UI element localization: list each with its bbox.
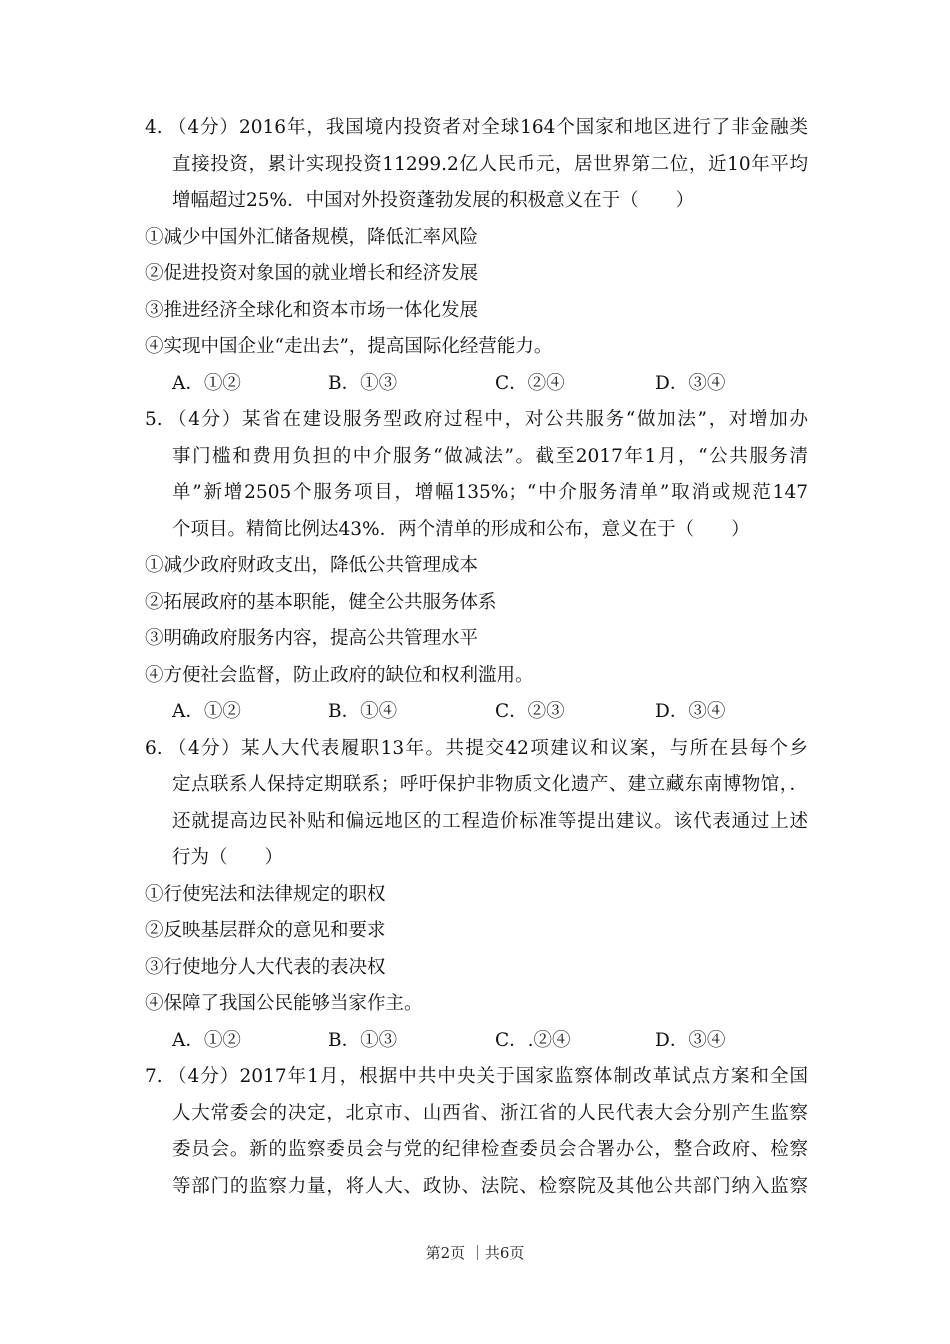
question-stem-line: （4分）某省在建设服务型政府过程中，对公共服务“做加法”，对增加办: [168, 409, 808, 430]
statement-item: ②拓展政府的基本职能，健全公共服务体系: [145, 591, 497, 613]
question-stem-line: 行为（ ）: [172, 847, 284, 868]
statement-item: ④保障了我国公民能够当家作主。: [145, 993, 423, 1014]
question-stem-line: （4分）2017年1月，根据中共中央关于国家监察体制改革试点方案和全国: [168, 1066, 808, 1087]
answer-option-b: B．①③: [328, 1029, 398, 1051]
statement-item: ③推进经济全球化和资本市场一体化发展: [145, 299, 479, 321]
question-stem-line: 等部门的监察力量，将人大、政协、法院、检察院及其他公共部门纳入监察: [172, 1175, 808, 1197]
answer-option-c: C．②③: [495, 701, 565, 722]
answer-option-a: A．①②: [172, 372, 241, 394]
question-stem-line: （4分）2016年，我国境内投资者对全球164个国家和地区进行了非金融类: [168, 117, 808, 138]
question-number: 6.: [145, 737, 163, 759]
statement-item: ①行使宪法和法律规定的职权: [145, 883, 386, 905]
question-stem-line: 定点联系人保持定期联系；呼吁保护非物质文化遗产、建立藏东南博物馆，．: [172, 774, 808, 795]
answer-option-a: A．①②: [172, 1029, 241, 1051]
statement-item: ④实现中国企业“走出去”，提高国际化经营能力。: [145, 336, 553, 357]
page-footer: 第2页 ｜共6页: [425, 1244, 525, 1262]
question-stem-line: 人大常委会的决定，北京市、山西省、浙江省的人民代表大会分别产生监察: [172, 1102, 808, 1124]
question-stem-line: 事门槛和费用负担的中介服务“做减法”。截至2017年1月，“公共服务清: [172, 445, 808, 467]
answer-option-a: A．①②: [172, 701, 241, 722]
answer-option-b: B．①④: [328, 701, 398, 722]
question-number: 5.: [145, 409, 163, 430]
question-stem-line: 委员会。新的监察委员会与党的纪律检查委员会合署办公，整合政府、检察: [172, 1139, 808, 1160]
statement-item: ②促进投资对象国的就业增长和经济发展: [145, 263, 479, 284]
answer-option-d: D．③④: [655, 1029, 726, 1051]
statement-item: ④方便社会监督，防止政府的缺位和权利滥用。: [145, 664, 534, 686]
statement-item: ②反映基层群众的意见和要求: [145, 920, 386, 941]
question-stem-line: 直接投资，累计实现投资11299.2亿人民币元，居世界第二位，近10年平均: [172, 153, 808, 175]
answer-option-d: D．③④: [655, 372, 726, 394]
question-stem-line: 增幅超过25%．中国对外投资蓬勃发展的积极意义在于（ ）: [172, 190, 695, 211]
question-stem-line: 还就提高边民补贴和偏远地区的工程造价标准等提出建议。该代表通过上述: [172, 810, 808, 832]
answer-option-b: B．①③: [328, 372, 398, 394]
answer-option-c: C．.②④: [495, 1029, 571, 1051]
question-stem-line: （4分）某人大代表履职13年。共提交42项建议和议案，与所在县每个乡: [168, 737, 808, 759]
question-number: 4.: [145, 117, 163, 138]
statement-item: ①减少政府财政支出，降低公共管理成本: [145, 555, 479, 576]
question-stem-line: 单”新增2505个服务项目，增幅135%；“中介服务清单”取消或规范147: [172, 482, 808, 503]
answer-option-d: D．③④: [655, 701, 726, 722]
question-number: 7.: [145, 1066, 163, 1087]
question-stem-line: 个项目。精简比例达43%．两个清单的形成和公布，意义在于（ ）: [172, 518, 750, 540]
answer-option-c: C．②④: [495, 372, 565, 394]
statement-item: ③行使地分人大代表的表决权: [145, 956, 386, 978]
statement-item: ③明确政府服务内容，提高公共管理水平: [145, 628, 479, 649]
statement-item: ①减少中国外汇储备规模，降低汇率风险: [145, 226, 479, 248]
